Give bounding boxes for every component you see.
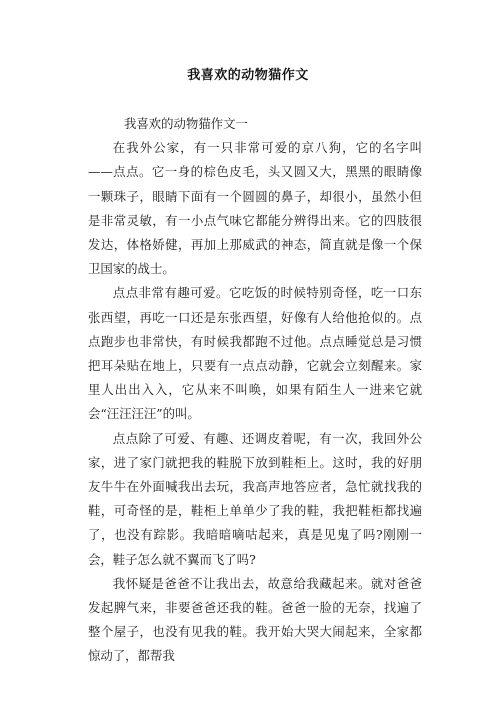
document-title: 我喜欢的动物猫作文 <box>187 68 309 83</box>
paragraph: 点点非常有趣可爱。它吃饭的时候特别奇怪，吃一口东张西望，再吃一口还是东张西望，好像有人给他抢似的。点点跑步也非常快，有时候我都跑不过他。点点睡觉总是习惯把耳朵贴在地上，只要有一点点动静，它就会立刻醒来。家里人出出入入，它从来不叫唤，如果有陌生人一进来它就会“汪汪汪汪”的叫。 <box>88 285 422 422</box>
document-subtitle: 我喜欢的动物猫作文一 <box>123 116 248 131</box>
document-body <box>88 112 422 669</box>
paragraph: 在我外公家，有一只非常可爱的京八狗，它的名字叫——点点。它一身的棕色皮毛，头又圆又大，黑黑的眼睛像一颗珠子，眼睛下面有一个圆圆的鼻子，却很小，虽然小但是非常灵敏，有一小点气味它都能分辨得出来。它的四肢很发达，体格娇健，再加上那威武的神态，简直就是像一个保卫国家的战士。 <box>88 140 422 277</box>
paragraph: 我怀疑是爸爸不让我出去，故意给我藏起来。就对爸爸发起脾气来，非要爸爸还我的鞋。爸爸一脸的无奈，找遍了整个屋子，也没有见我的鞋。我开始大哭大闹起来，全家都惊动了，都帮我 <box>88 575 422 664</box>
paragraph: 点点除了可爱、有趣、还调皮着呢，有一次，我回外公家，进了家门就把我的鞋脱下放到鞋柜上。这时，我的好朋友牛牛在外面喊我出去玩，我高声地答应者，急忙就找我的鞋，可奇怪的是，鞋柜上单单少了我的鞋，我把鞋柜都找遍了，也没有踪影。我暗暗嘀咕起来，真是见鬼了吗?刚刚一会，鞋子怎么就不翼而飞了吗? <box>88 430 422 567</box>
